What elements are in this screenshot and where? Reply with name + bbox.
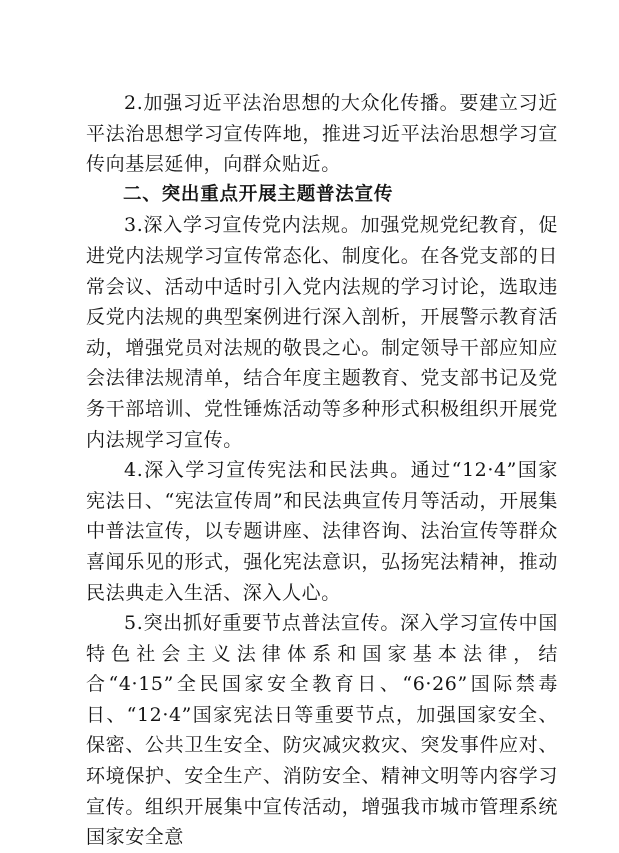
paragraph-item-5: 5.突出抓好重要节点普法宣传。深入学习宣传中国特色社会主义法律体系和国家基本法律，结合“4·15”全民国家安全教育日、“6·26”国际禁毒日、“12·4”国家宪法日等重要节点，加强国家安全、保密、公共卫生安全、防灾减灾救灾、突发事件应对、环境保护、安全生产、消防安全、精神文明等内容学习宣传。组织开展集中宣传活动，增强我市城市管理系统国家安全意 (86, 612, 558, 849)
paragraph-item-4: 4.深入学习宣传宪法和民法典。通过“12·4”国家宪法日、“宪法宣传周”和民法典宣传月等活动，开展集中普法宣传，以专题讲座、法律咨询、法治宣传等群众喜闻乐见的形式，强化宪法意识，弘扬宪法精神，推动民法典走入生活、深入人心。 (86, 459, 558, 604)
section-heading-2: 二、突出重点开展主题普法宣传 (123, 183, 394, 205)
document-page (86, 88, 558, 853)
paragraph-item-2: 2.加强习近平法治思想的大众化传播。要建立习近平法治思想学习宣传阵地，推进习近平法治思想学习宣传向基层延伸，向群众贴近。 (86, 92, 558, 176)
paragraph-item-3: 3.深入学习宣传党内法规。加强党规党纪教育，促进党内法规学习宣传常态化、制度化。在各党支部的日常会议、活动中适时引入党内法规的学习讨论，选取违反党内法规的典型案例进行深入剖析，开展警示教育活动，增强党员对法规的敬畏之心。制定领导干部应知应会法律法规清单，结合年度主题教育、党支部书记及党务干部培训、党性锤炼活动等多种形式积极组织开展党内法规学习宣传。 (86, 214, 558, 451)
